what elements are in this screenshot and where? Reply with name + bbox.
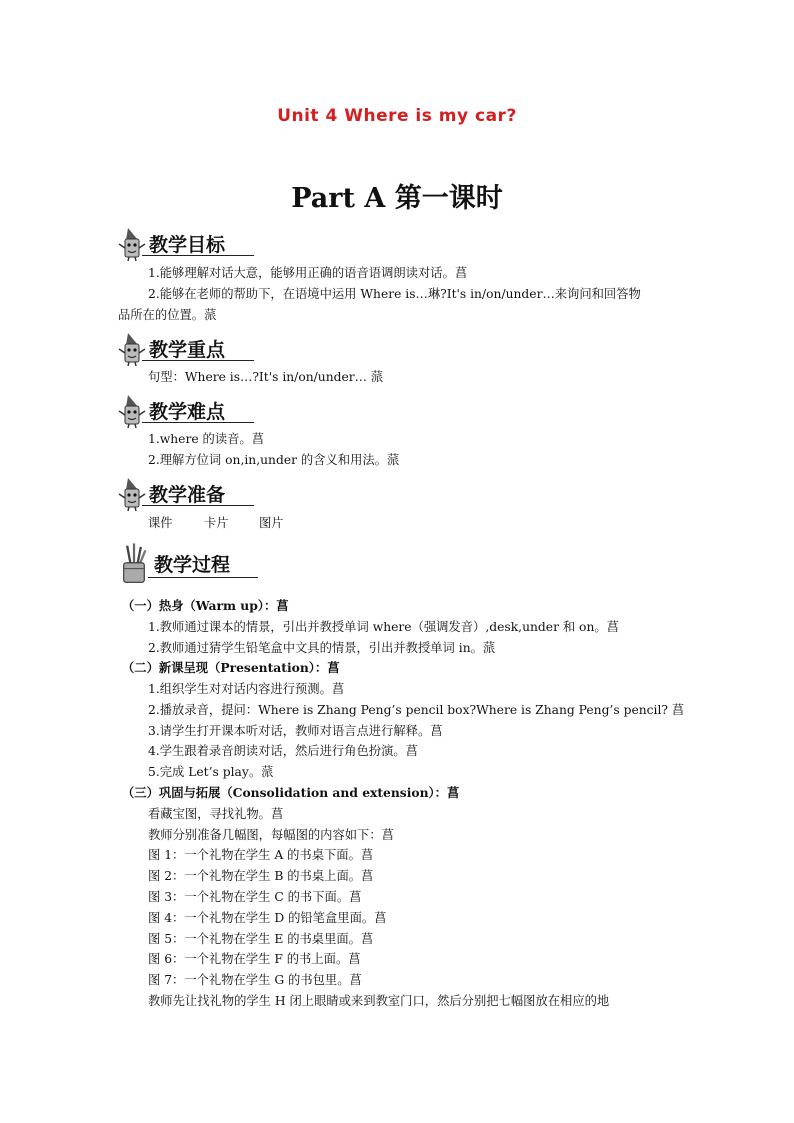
text-line: 2.教师通过猜学生铅笔盒中文具的情景，引出并教授单词 in。蒎	[148, 641, 496, 655]
prep-item: 图片	[259, 516, 284, 530]
subsection-title: （二）新课呈现（Presentation）：菖	[122, 660, 340, 675]
pencil-mascot-icon	[118, 226, 146, 262]
text-line: 1.教师通过课本的情景，引出并教授单词 where（强调发音）,desk,under 和 on。菖	[148, 620, 619, 634]
pencil-mascot-icon	[118, 476, 146, 512]
heading-underline	[142, 422, 254, 423]
lesson-title: Part A 第一课时	[291, 183, 503, 214]
text-line: 品所在的位置。蒎	[118, 308, 217, 322]
text-line: 图 1：一个礼物在学生 A 的书桌下面。菖	[148, 848, 374, 862]
pencil-cup-icon	[118, 542, 150, 586]
text-line: 看藏宝图，寻找礼物。菖	[148, 807, 284, 821]
prep-item: 卡片	[204, 516, 229, 530]
section-heading-text: 教学难点	[149, 401, 226, 423]
text-line: 1.where 的读音。菖	[148, 432, 265, 446]
text-line: 图 7：一个礼物在学生 G 的书包里。菖	[148, 973, 362, 987]
text-line: 教师先让找礼物的学生 H 闭上眼睛或来到教室门口，然后分别把七幅图放在相应的地	[148, 994, 610, 1008]
heading-underline	[142, 360, 254, 361]
text-line: 图 4：一个礼物在学生 D 的铅笔盒里面。菖	[148, 911, 387, 925]
section-heading-text: 教学目标	[149, 234, 226, 256]
subsection-title: （三）巩固与拓展（Consolidation and extension）：菖	[122, 785, 460, 800]
text-line: 2.播放录音，提问：Where is Zhang Peng’s pencil box?Where is Zhang Peng’s pencil? 菖	[148, 703, 685, 717]
text-line: 图 2：一个礼物在学生 B 的书桌上面。菖	[148, 869, 374, 883]
text-line: 图 3：一个礼物在学生 C 的书下面。菖	[148, 890, 362, 904]
heading-underline	[148, 577, 258, 578]
pencil-mascot-icon	[118, 331, 146, 367]
heading-underline	[142, 255, 254, 256]
text-line: 1.能够理解对话大意，能够用正确的语音语调朗读对话。菖	[148, 266, 468, 280]
heading-underline	[142, 505, 254, 506]
text-line: 图 6：一个礼物在学生 F 的书上面。菖	[148, 952, 361, 966]
text-line: 1.组织学生对对话内容进行预测。菖	[148, 682, 345, 696]
prep-item: 课件	[148, 516, 173, 530]
text-line: 3.请学生打开课本听对话，教师对语言点进行解释。菖	[148, 724, 443, 738]
text-line: 2.能够在老师的帮助下，在语境中运用 Where is…琳?It's in/on/under…来询问和回答物	[148, 287, 641, 301]
text-line: 2.理解方位词 on,in,under 的含义和用法。蒎	[148, 453, 400, 467]
section-heading-text: 教学重点	[149, 339, 226, 361]
section-heading-text: 教学准备	[149, 484, 226, 506]
unit-title: Unit 4 Where is my car?	[277, 106, 517, 126]
section-heading-text: 教学过程	[154, 554, 231, 576]
text-line: 图 5：一个礼物在学生 E 的书桌里面。菖	[148, 932, 374, 946]
subsection-title: （一）热身（Warm up）：菖	[122, 598, 289, 613]
text-line: 句型：Where is…?It's in/on/under… 蒎	[148, 370, 384, 384]
pencil-mascot-icon	[118, 393, 146, 429]
text-line: 5.完成 Let’s play。蒎	[148, 765, 274, 779]
text-line: 教师分别准备几幅图，每幅图的内容如下：菖	[148, 828, 394, 842]
text-line: 4.学生跟着录音朗读对话，然后进行角色扮演。菖	[148, 744, 418, 758]
